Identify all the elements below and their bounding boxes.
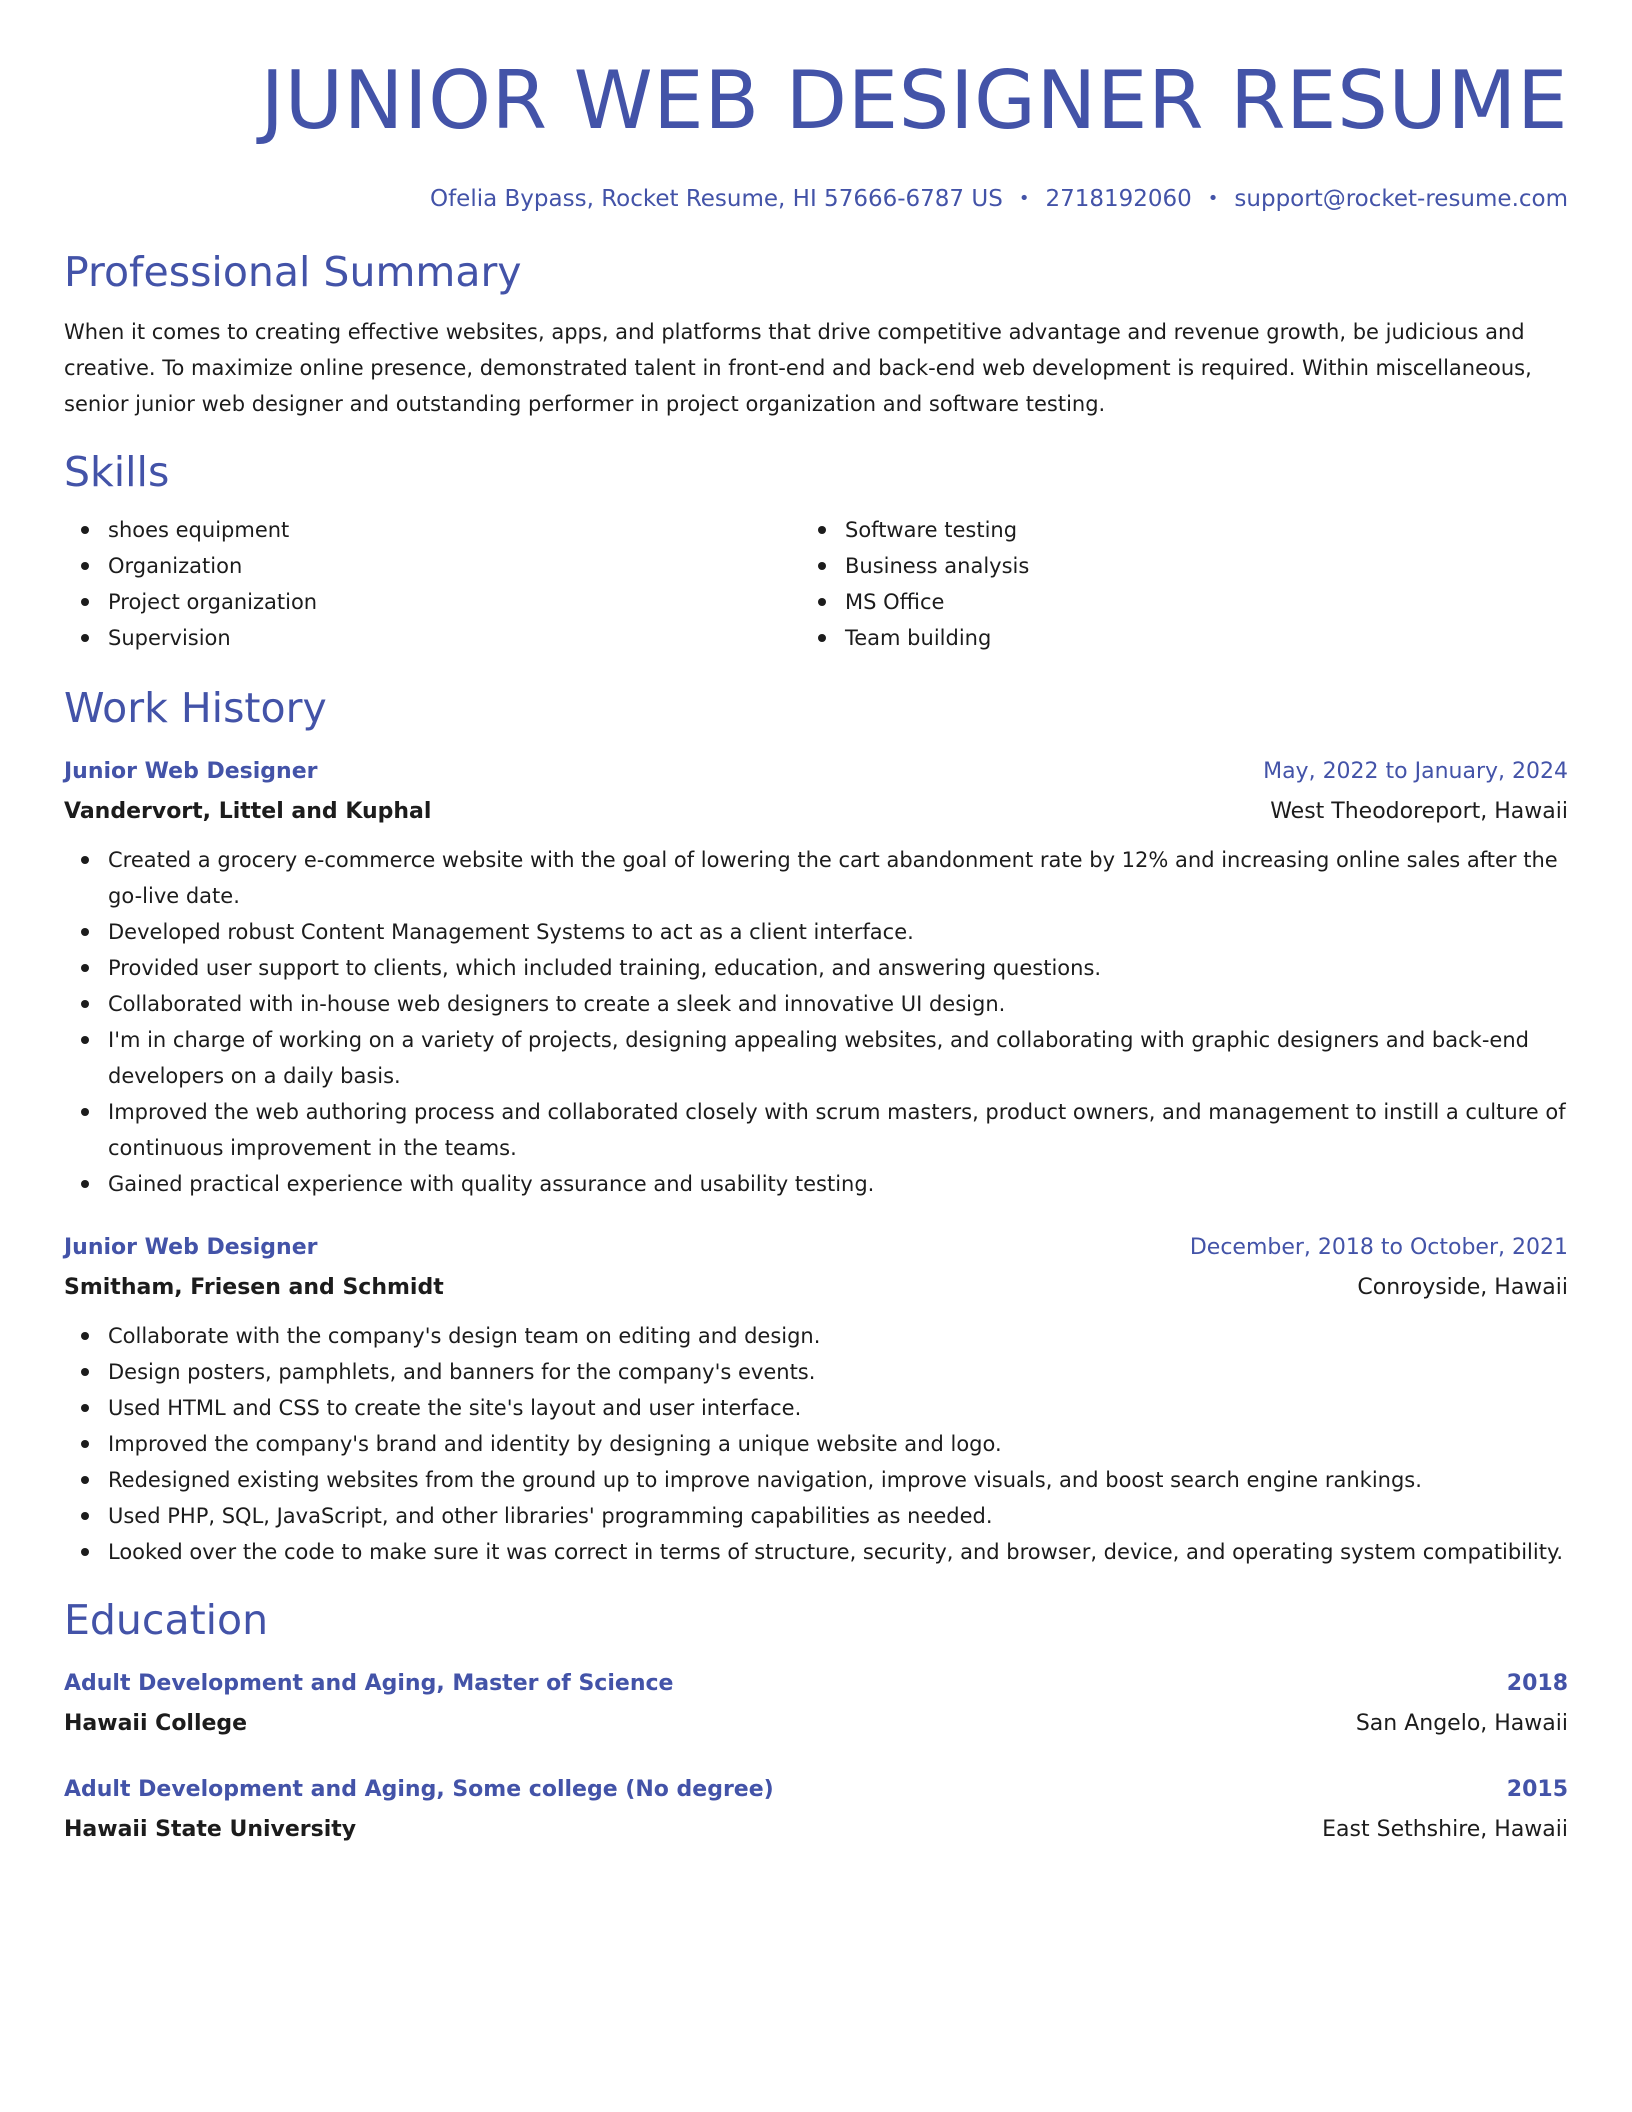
- job-title: Junior Web Designer: [64, 1235, 318, 1260]
- bullet-text: Improved the web authoring process and collaborated closely with scrum masters, product owners, and management to instill a culture of continuous improvement in the teams.: [108, 1100, 1566, 1160]
- bullet-icon: [81, 964, 89, 972]
- bullet-text: Created a grocery e-commerce website with the goal of lowering the cart abandonment rate by 12% and increasing online sales after the go-live date.: [108, 848, 1558, 908]
- education-school-row: [64, 1812, 1568, 1848]
- list-item: [64, 1022, 1568, 1094]
- bullet-text: Design posters, pamphlets, and banners for the company's events.: [108, 1360, 816, 1384]
- bullet-text: Provided user support to clients, which included training, education, and answering questions.: [108, 956, 1102, 980]
- bullet-text: Used PHP, SQL, JavaScript, and other libraries' programming capabilities as needed.: [108, 1504, 993, 1528]
- job-dates: December, 2018 to October, 2021: [1189, 1235, 1568, 1260]
- section-title-education: Education: [64, 1596, 269, 1644]
- bullet-text: Looked over the code to make sure it was correct in terms of structure, security, and browser, device, and operating system compatibility.: [108, 1540, 1564, 1564]
- skills-column-right: [801, 512, 1538, 656]
- education-degree-row: [64, 1772, 1568, 1808]
- list-item: [64, 950, 1568, 986]
- skill-label: Software testing: [845, 518, 1018, 542]
- job-bullets: [64, 1318, 1568, 1570]
- section-title-skills: Skills: [64, 448, 170, 496]
- list-item: [64, 1390, 1568, 1426]
- contact-line: [64, 182, 1568, 216]
- list-item: [64, 914, 1568, 950]
- skill-item: [801, 584, 1538, 620]
- bullet-text: Redesigned existing websites from the ground up to improve navigation, improve visuals, and boost search engine rankings.: [108, 1468, 1422, 1492]
- list-item: [64, 1426, 1568, 1462]
- education-year: 2015: [1506, 1777, 1568, 1802]
- contact-email[interactable]: support@rocket-resume.com: [1234, 186, 1568, 212]
- bullet-icon: [81, 928, 89, 936]
- bullet-icon: [81, 1440, 89, 1448]
- job-title-row: [64, 754, 1568, 790]
- bullet-icon: [81, 562, 89, 570]
- section-title-work-history: Work History: [64, 684, 327, 732]
- summary-text: When it comes to creating effective websites, apps, and platforms that drive competitive advantage and revenue growth, be judicious and creative. To maximize online presence, demonstrated talent in front-end and back-end web development is required. Within miscellaneous, senior junior web designer and outstanding performer in project organization and software testing.: [64, 320, 1532, 416]
- list-item: [64, 1354, 1568, 1390]
- job-title-row: [64, 1230, 1568, 1266]
- job-company: Smitham, Friesen and Schmidt: [64, 1275, 444, 1300]
- bullet-icon: [81, 598, 89, 606]
- skill-item: [64, 620, 801, 656]
- skills-list: [64, 512, 1568, 656]
- education-location: San Angelo, Hawaii: [1355, 1711, 1568, 1736]
- job-entry: [64, 1230, 1568, 1570]
- skill-item: [64, 548, 801, 584]
- job-title: Junior Web Designer: [64, 759, 318, 784]
- bullet-icon: [81, 1368, 89, 1376]
- separator-dot: •: [1207, 188, 1219, 209]
- job-bullets: [64, 842, 1568, 1202]
- job-location: West Theodoreport, Hawaii: [1270, 799, 1568, 824]
- resume-name: JUNIOR WEB DESIGNER RESUME: [260, 54, 1568, 147]
- list-item: [64, 1094, 1568, 1166]
- bullet-text: Improved the company's brand and identity by designing a unique website and logo.: [108, 1432, 1002, 1456]
- list-item: [64, 1462, 1568, 1498]
- bullet-icon: [81, 1404, 89, 1412]
- education-degree: Adult Development and Aging, Master of Science: [64, 1671, 674, 1696]
- bullet-icon: [81, 634, 89, 642]
- education-entry: [64, 1772, 1568, 1848]
- skill-item: [64, 584, 801, 620]
- bullet-text: Used HTML and CSS to create the site's layout and user interface.: [108, 1396, 802, 1420]
- bullet-icon: [818, 562, 826, 570]
- list-item: [64, 1166, 1568, 1202]
- bullet-text: Developed robust Content Management Systems to act as a client interface.: [108, 920, 914, 944]
- bullet-icon: [818, 634, 826, 642]
- education-degree-row: [64, 1666, 1568, 1702]
- skill-label: Business analysis: [845, 554, 1030, 578]
- bullet-text: I'm in charge of working on a variety of projects, designing appealing websites, and collaborating with graphic designers and back-end developers on a daily basis.: [108, 1028, 1529, 1088]
- list-item: [64, 986, 1568, 1022]
- bullet-icon: [81, 856, 89, 864]
- skill-item: [801, 620, 1538, 656]
- education-school: Hawaii State University: [64, 1817, 357, 1842]
- section-title-summary: Professional Summary: [64, 248, 522, 296]
- bullet-icon: [81, 1180, 89, 1188]
- skills-column-left: [64, 512, 801, 656]
- education-location: East Sethshire, Hawaii: [1322, 1817, 1568, 1842]
- bullet-icon: [81, 1332, 89, 1340]
- skill-label: Team building: [845, 626, 992, 650]
- skill-label: Project organization: [108, 590, 318, 614]
- education-school: Hawaii College: [64, 1711, 248, 1736]
- bullet-text: Collaborated with in-house web designers to create a sleek and innovative UI design.: [108, 992, 1006, 1016]
- bullet-icon: [81, 1548, 89, 1556]
- bullet-text: Gained practical experience with quality assurance and usability testing.: [108, 1172, 875, 1196]
- skill-label: shoes equipment: [108, 518, 290, 542]
- bullet-icon: [81, 1108, 89, 1116]
- bullet-icon: [818, 526, 826, 534]
- bullet-icon: [81, 1036, 89, 1044]
- skill-item: [64, 512, 801, 548]
- skill-label: MS Office: [845, 590, 945, 614]
- contact-address: Ofelia Bypass, Rocket Resume, HI 57666-6787 US: [429, 186, 1003, 212]
- skill-label: Organization: [108, 554, 243, 578]
- bullet-icon: [818, 598, 826, 606]
- skill-item: [801, 512, 1538, 548]
- bullet-icon: [81, 1000, 89, 1008]
- job-company-row: [64, 1270, 1568, 1306]
- skill-label: Supervision: [108, 626, 231, 650]
- education-school-row: [64, 1706, 1568, 1742]
- bullet-text: Collaborate with the company's design team on editing and design.: [108, 1324, 821, 1348]
- job-dates: May, 2022 to January, 2024: [1263, 759, 1568, 784]
- education-entry: [64, 1666, 1568, 1742]
- job-location: Conroyside, Hawaii: [1357, 1275, 1568, 1300]
- list-item: [64, 1318, 1568, 1354]
- separator-dot: •: [1018, 188, 1030, 209]
- skill-item: [801, 548, 1538, 584]
- list-item: [64, 1498, 1568, 1534]
- bullet-icon: [81, 1476, 89, 1484]
- education-degree: Adult Development and Aging, Some college (No degree): [64, 1777, 774, 1802]
- education-year: 2018: [1506, 1671, 1568, 1696]
- job-company: Vandervort, Littel and Kuphal: [64, 799, 432, 824]
- list-item: [64, 1534, 1568, 1570]
- resume-header: [64, 48, 1568, 216]
- job-company-row: [64, 794, 1568, 830]
- contact-phone: 2718192060: [1045, 186, 1192, 212]
- list-item: [64, 842, 1568, 914]
- job-entry: [64, 754, 1568, 1202]
- bullet-icon: [81, 526, 89, 534]
- bullet-icon: [81, 1512, 89, 1520]
